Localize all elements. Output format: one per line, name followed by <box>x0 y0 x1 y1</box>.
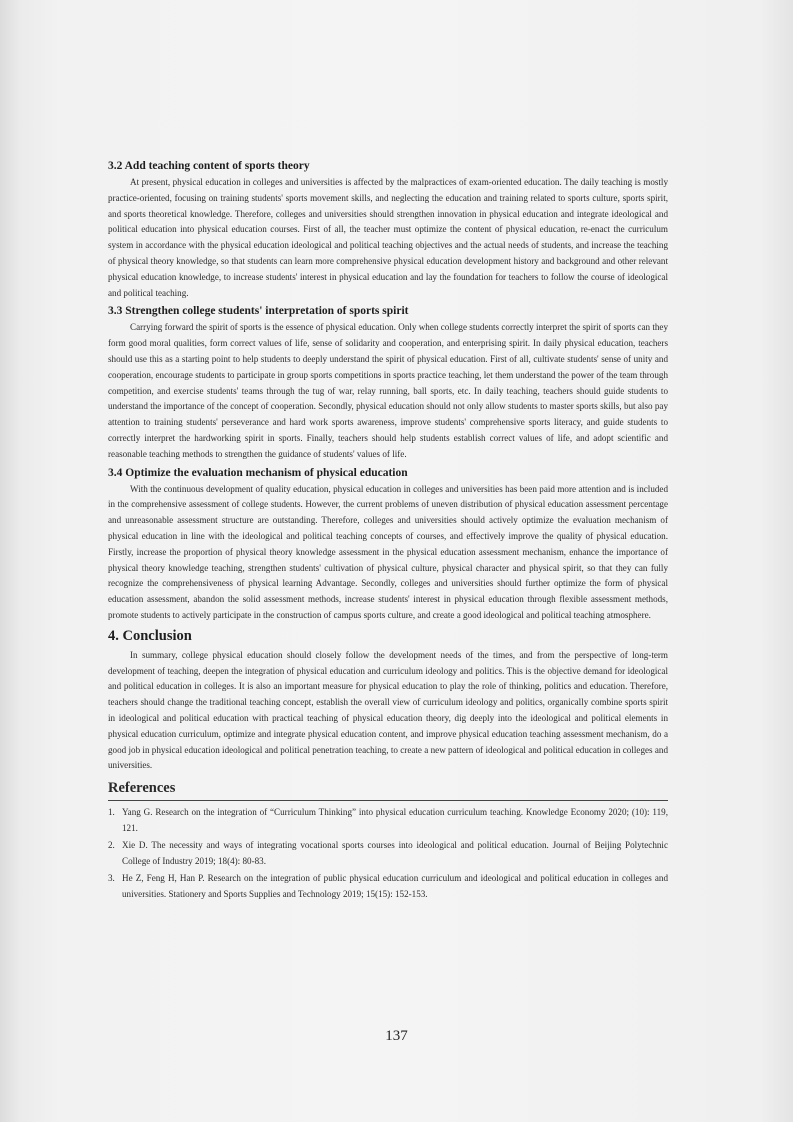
reference-text: Yang G. Research on the integration of “Curriculum Thinking” into physical education curriculum teaching. Knowledge Economy 2020; (10): 119, 121. <box>122 807 668 833</box>
section-3-2 <box>108 160 668 301</box>
paragraph: In summary, college physical education should closely follow the development needs of the times, and from the perspective of long-term development of teaching, deepen the integration of physical education and curriculum ideology and politics. This is the objective demand for ideological and political education in colleges. It is also an important measure for physical education to play the role of thinking, politics and education. Therefore, teachers should change the traditional teaching concept, establish the overall view of curriculum ideology and politics, organically combine sports spirit in ideological and political education with practical teaching of physical education theory, dig deeply into the ideological and political elements in physical education curriculum, optimize and integrate physical education content, and improve physical education teaching assessment mechanism, do a good job in physical education ideological and political penetration teaching, to create a new pattern of ideological and political education in colleges and universities. <box>108 649 668 771</box>
reference-text: He Z, Feng H, Han P. Research on the integration of public physical education curriculum and ideological and political education in colleges and universities. Stationery and Sports Supplies and Technology 2019; 15(15): 152-153. <box>122 873 668 899</box>
references-heading: References <box>108 780 668 801</box>
section-heading: 4. Conclusion <box>108 627 192 644</box>
paragraph: At present, physical education in colleges and universities is affected by the malpractices of exam-oriented education. The daily teaching is mostly practice-oriented, focusing on training students' sports movement skills, and neglecting the education and training related to sports culture, sports spirit, and sports theoretical knowledge. Therefore, colleges and universities should strengthen innovation in physical education and integrate ideological and political education into physical education courses. First of all, the teacher must optimize the content of physical education, re-enact the curriculum system in accordance with the physical education ideological and political teaching objectives and the actual needs of students, and increase the teaching of physical theory knowledge, so that students can learn more comprehensive physical education development history and background and other relevant physical education knowledge, to increase students' interest in physical education and lay the foundation for teachers to follow the course of ideological and political teaching. <box>108 177 668 298</box>
page-content <box>108 160 668 904</box>
section-heading: 3.2 Add teaching content of sports theory <box>108 160 310 172</box>
reference-number: 1. <box>108 807 115 818</box>
references-section <box>108 780 668 902</box>
reference-item <box>108 871 668 902</box>
reference-number: 3. <box>108 873 115 884</box>
paragraph: Carrying forward the spirit of sports is the essence of physical education. Only when college students correctly interpret the spirit of sports can they form good moral qualities, form correct values of life, sense of solidarity and cooperation, and enterprising spirit. In daily physical education, teachers should use this as a starting point to help students to deeply understand the spirit of physical education. First of all, cultivate students' sense of unity and cooperation, encourage students to participate in group sports competitions in sports practice teaching, let them understand the power of the team through competition, and exercise students' teams through the tug of war, relay running, ball sports, etc. In daily teaching, teachers should guide students to understand the importance of the concept of cooperation. Secondly, physical education should not only allow students to master sports skills, but also pay attention to training students' perseverance and hard work sports awareness, improve students' comprehensive sports literacy, and guide students to correctly interpret the hardworking spirit in sports. Finally, teachers should help students establish correct values of life, and adopt scientific and reasonable teaching methods to strengthen the guidance of students' values of life. <box>108 322 668 459</box>
section-3-3 <box>108 305 668 462</box>
paragraph: With the continuous development of quality education, physical education in colleges and universities has been paid more attention and is included in the comprehensive assessment of college students. However, the current problems of uneven distribution of physical education assessment percentage and unreasonable assessment structure are outstanding. Therefore, colleges and universities should actively optimize the evaluation mechanism of physical education in line with the ideological and political teaching concepts of courses, and effectively improve the quality of physical education. Firstly, increase the proportion of physical theory knowledge assessment in the physical education assessment mechanism, enhance the importance of physical theory knowledge teaching, strengthen students' cultivation of physical culture, physical character and physical spirit, so that they can fully recognize the comprehensiveness of physical learning Advantage. Secondly, colleges and universities should further optimize the form of physical education assessment, abandon the solid assessment methods, increase students' interest in physical education through flexible assessment methods, promote students to actively participate in the construction of campus sports culture, and create a good ideological and political teaching atmosphere. <box>108 483 668 620</box>
reference-number: 2. <box>108 840 115 851</box>
section-3-4 <box>108 467 668 624</box>
reference-item <box>108 805 668 836</box>
section-heading: 3.3 Strengthen college students' interpretation of sports spirit <box>108 305 409 318</box>
section-conclusion <box>108 628 668 774</box>
reference-item <box>108 838 668 869</box>
section-heading: 3.4 Optimize the evaluation mechanism of physical education <box>108 466 408 479</box>
reference-text: Xie D. The necessity and ways of integrating vocational sports courses into ideological and political education. Journal of Beijing Polytechnic College of Industry 2019; 18(4): 80-83. <box>122 840 668 866</box>
reference-list <box>108 805 668 902</box>
page-number: 137 <box>385 1028 408 1044</box>
